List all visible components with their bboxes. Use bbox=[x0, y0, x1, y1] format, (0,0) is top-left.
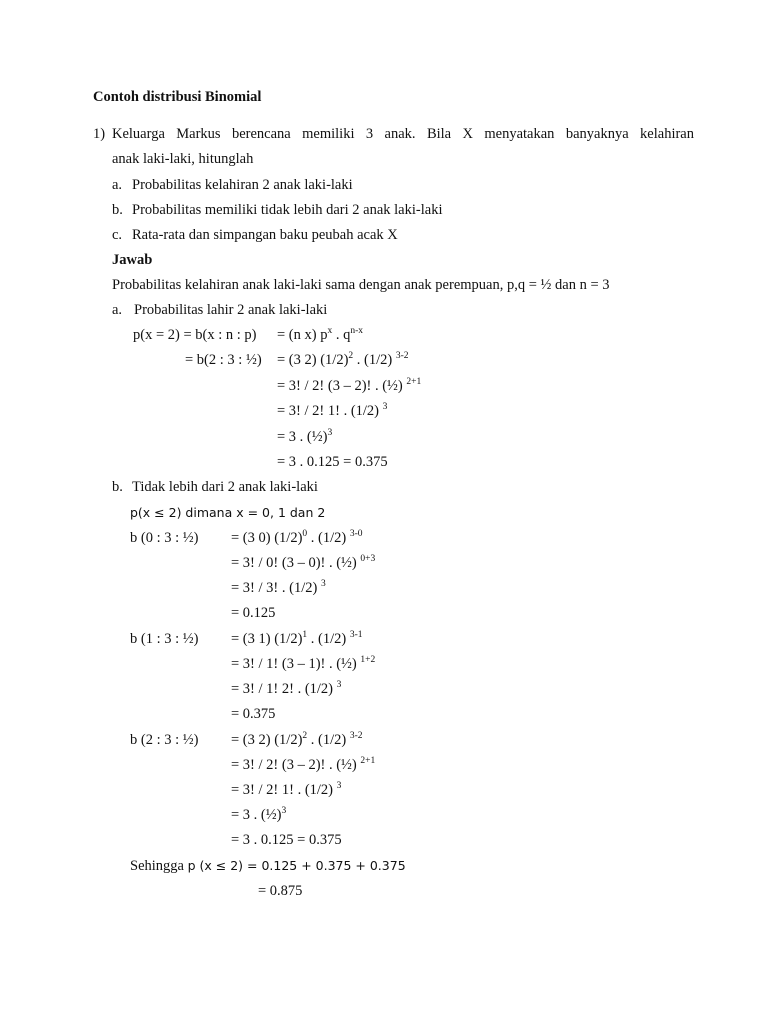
formula-superscript: 3 bbox=[336, 680, 342, 690]
part-b-label: b. bbox=[112, 479, 123, 495]
formula-text: = 3! / 3! . (1/2) bbox=[231, 580, 321, 596]
problem-item-a bbox=[112, 176, 353, 194]
b2-line3 bbox=[231, 781, 341, 799]
item-label: b. bbox=[112, 202, 123, 218]
b0-line2 bbox=[231, 554, 375, 572]
part-a-line1-left: p(x = 2) = b(x : n : p) bbox=[133, 327, 257, 343]
formula-text: . (1/2) bbox=[307, 631, 350, 647]
formula-text: = 3 . (½) bbox=[231, 807, 282, 823]
problem-item-c bbox=[112, 226, 398, 244]
b0-line1 bbox=[231, 529, 363, 547]
formula-superscript: 3 bbox=[327, 428, 333, 438]
formula-superscript: 3 bbox=[320, 579, 326, 589]
formula-superscript: 2 bbox=[302, 731, 308, 741]
problem-intro-line1: Keluarga Markus berencana memiliki 3 anak. Bila X menyatakan banyaknya kelahiran bbox=[112, 126, 694, 142]
b0-line3 bbox=[231, 579, 326, 597]
formula-text: = 3! / 2! (3 – 2)! . (½) bbox=[277, 378, 407, 394]
answer-premise: Probabilitas kelahiran anak laki-laki sama dengan anak perempuan, p,q = ½ dan n = 3 bbox=[112, 277, 610, 293]
formula-superscript: 3-0 bbox=[349, 529, 363, 539]
item-text: Rata-rata dan simpangan baku peubah acak X bbox=[132, 227, 398, 243]
b1-line4: = 0.375 bbox=[231, 706, 276, 722]
formula-superscript: 3 bbox=[336, 781, 342, 791]
b1-label: b (1 : 3 : ½) bbox=[130, 631, 199, 647]
document-title: Contoh distribusi Binomial bbox=[93, 89, 262, 105]
formula-superscript: 2+1 bbox=[406, 377, 422, 387]
formula-text: . (1/2) bbox=[307, 732, 350, 748]
formula-text: . q bbox=[332, 327, 351, 343]
formula-text: = 3! / 1! 2! . (1/2) bbox=[231, 681, 337, 697]
formula-text: = 3! / 2! 1! . (1/2) bbox=[277, 403, 383, 419]
formula-superscript: 3 bbox=[382, 402, 388, 412]
b0-label: b (0 : 3 : ½) bbox=[130, 530, 199, 546]
sum-result: = 0.875 bbox=[258, 883, 303, 899]
item-text: Probabilitas memiliki tidak lebih dari 2 anak laki-laki bbox=[132, 202, 443, 218]
answer-heading: Jawab bbox=[112, 252, 153, 268]
sum-line bbox=[130, 857, 406, 875]
item-text: Probabilitas kelahiran 2 anak laki-laki bbox=[132, 177, 353, 193]
formula-superscript: 2+1 bbox=[360, 756, 376, 766]
item-label: c. bbox=[112, 227, 123, 243]
formula-text: = 3! / 0! (3 – 0)! . (½) bbox=[231, 555, 361, 571]
part-a-label: a. bbox=[112, 302, 123, 318]
part-a-line2-right bbox=[277, 351, 409, 369]
formula-text: = (3 1) (1/2) bbox=[231, 631, 303, 647]
problem-intro-line2: anak laki-laki, hitunglah bbox=[112, 151, 254, 167]
formula-text: . (1/2) bbox=[307, 530, 350, 546]
part-b-where: p(x ≤ 2) dimana x = 0, 1 dan 2 bbox=[130, 505, 326, 520]
sum-prefix: Sehingga bbox=[130, 858, 184, 874]
formula-text: = (3 0) (1/2) bbox=[231, 530, 303, 546]
part-b-heading bbox=[112, 478, 318, 496]
item-label: a. bbox=[112, 177, 123, 193]
problem-item-b bbox=[112, 201, 442, 219]
formula-text: = (n x) p bbox=[277, 327, 328, 343]
part-a-line1-right bbox=[277, 326, 363, 344]
part-a-line3 bbox=[277, 377, 421, 395]
formula-superscript: x bbox=[327, 326, 333, 336]
formula-superscript: 1 bbox=[302, 630, 308, 640]
b0-line4: = 0.125 bbox=[231, 605, 276, 621]
b2-line5: = 3 . 0.125 = 0.375 bbox=[231, 832, 342, 848]
b1-line2 bbox=[231, 655, 375, 673]
part-a-title: Probabilitas lahir 2 anak laki-laki bbox=[134, 302, 328, 318]
formula-text: = 3! / 2! (3 – 2)! . (½) bbox=[231, 757, 361, 773]
formula-superscript: n-x bbox=[350, 326, 364, 336]
formula-superscript: 0 bbox=[302, 529, 308, 539]
formula-text: = 3! / 1! (3 – 1)! . (½) bbox=[231, 656, 361, 672]
formula-superscript: 3 bbox=[281, 806, 287, 816]
b2-line4 bbox=[231, 806, 286, 824]
b1-line3 bbox=[231, 680, 341, 698]
formula-superscript: 1+2 bbox=[360, 655, 376, 665]
part-a-line4 bbox=[277, 402, 387, 420]
formula-superscript: 0+3 bbox=[360, 554, 376, 564]
formula-superscript: 3-2 bbox=[349, 731, 363, 741]
formula-superscript: 2 bbox=[348, 351, 354, 361]
formula-superscript: 3-1 bbox=[349, 630, 363, 640]
formula-text: = (3 2) (1/2) bbox=[277, 352, 349, 368]
sum-expression: p (x ≤ 2) = 0.125 + 0.375 + 0.375 bbox=[187, 858, 406, 873]
formula-text: = 3! / 2! 1! . (1/2) bbox=[231, 782, 337, 798]
part-a-line5 bbox=[277, 428, 332, 446]
part-a-line6: = 3 . 0.125 = 0.375 bbox=[277, 454, 388, 470]
b2-line1 bbox=[231, 731, 363, 749]
formula-text: . (1/2) bbox=[353, 352, 396, 368]
b1-line1 bbox=[231, 630, 363, 648]
b2-line2 bbox=[231, 756, 375, 774]
formula-superscript: 3-2 bbox=[395, 351, 409, 361]
part-b-title: Tidak lebih dari 2 anak laki-laki bbox=[132, 479, 318, 495]
problem-number: 1) bbox=[93, 126, 106, 142]
formula-text: = (3 2) (1/2) bbox=[231, 732, 303, 748]
part-a-line2-left: = b(2 : 3 : ½) bbox=[185, 352, 262, 368]
formula-text: = 3 . (½) bbox=[277, 429, 328, 445]
b2-label: b (2 : 3 : ½) bbox=[130, 732, 199, 748]
part-a-heading bbox=[112, 301, 327, 319]
